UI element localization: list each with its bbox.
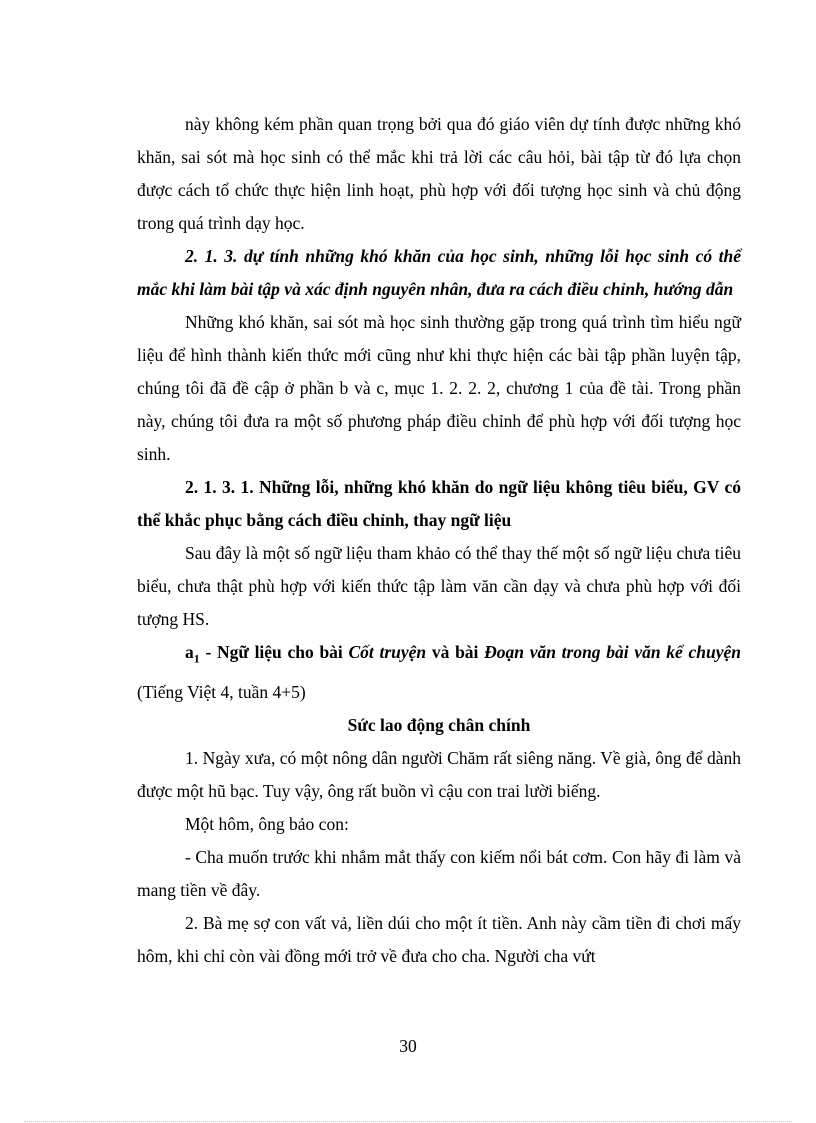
story-paragraph-3: - Cha muốn trước khi nhắm mắt thấy con kiếm nổi bát cơm. Con hãy đi làm và mang tiền về đây. xyxy=(137,846,741,900)
item-a1-subscript: 1 xyxy=(193,651,200,666)
story-title: Sức lao động chân chính xyxy=(347,714,531,735)
paragraph-difficulties: Những khó khăn, sai sót mà học sinh thường gặp trong quá trình tìm hiểu ngữ liệu để hình thành kiến thức mới cũng như khi thực hiện các bài tập phần luyện tập, chúng tôi đã đề cập ở phần b và c, mục 1. 2. 2. 2, chương 1 của đề tài. Trong phần này, chúng tôi đưa ra một số phương pháp điều chỉnh để phù hợp với đối tượng học sinh. xyxy=(137,312,741,464)
story-paragraph-4: 2. Bà mẹ sợ con vất vả, liền dúi cho một ít tiền. Anh này cầm tiền đi chơi mấy hôm, khi chỉ còn vài đồng mới trở về đưa cho cha. Người cha vứt xyxy=(137,912,741,966)
page-number: 30 xyxy=(399,1036,417,1056)
item-a1-label: a xyxy=(185,642,194,662)
section-heading-2-1-3-1: 2. 1. 3. 1. Những lỗi, những khó khăn do ngữ liệu không tiêu biểu, GV có thể khắc phục bằng cách điều chỉnh, thay ngữ liệu xyxy=(137,477,741,530)
item-a1-lesson1: Cốt truyện xyxy=(348,642,427,662)
paragraph-reference: Sau đây là một số ngữ liệu tham khảo có thể thay thế một số ngữ liệu chưa tiêu biểu, chưa thật phù hợp với kiến thức tập làm văn cần dạy và chưa phù hợp với đối tượng HS. xyxy=(137,543,741,629)
item-a1-text3: (Tiếng Việt 4, tuần 4+5) xyxy=(137,681,306,702)
item-a1 xyxy=(137,636,741,709)
page-bottom-divider xyxy=(24,1121,792,1122)
section-heading-2-1-3: 2. 1. 3. dự tính những khó khăn của học sinh, những lỗi học sinh có thể mắc khi làm bài tập và xác định nguyên nhân, đưa ra cách điều chỉnh, hướng dẫn xyxy=(137,246,741,299)
item-a1-text1: - Ngữ liệu cho bài xyxy=(199,642,349,662)
page-content xyxy=(137,108,741,973)
story-paragraph-1: 1. Ngày xưa, có một nông dân người Chăm rất siêng năng. Về già, ông để dành được một hũ bạc. Tuy vậy, ông rất buồn vì cậu con trai lười biếng. xyxy=(137,747,741,801)
item-a1-text2: và bài xyxy=(426,642,485,662)
paragraph-intro: này không kém phần quan trọng bởi qua đó giáo viên dự tính được những khó khăn, sai sót mà học sinh có thể mắc khi trả lời các câu hỏi, bài tập từ đó lựa chọn được cách tổ chức thực hiện linh hoạt, phù hợp với đối tượng học sinh và chủ động trong quá trình dạy học. xyxy=(137,114,741,233)
item-a1-lesson2: Đoạn văn trong bài văn kể chuyện xyxy=(484,642,741,662)
story-paragraph-2: Một hôm, ông bảo con: xyxy=(185,813,349,834)
